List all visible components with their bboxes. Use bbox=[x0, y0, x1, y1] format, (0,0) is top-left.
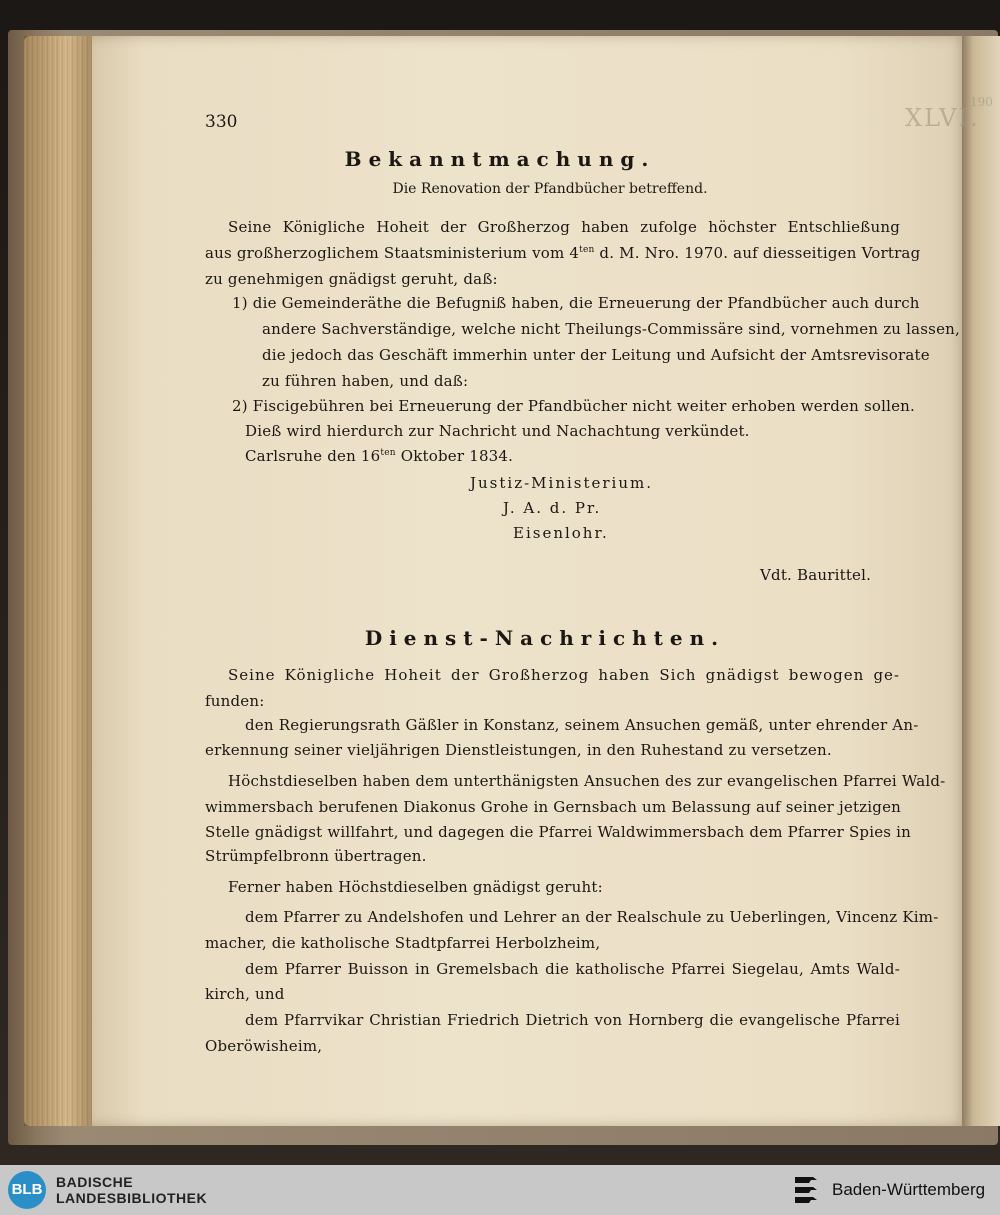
text-line: Ferner haben Höchstdieselben gnädigst geruht: bbox=[228, 878, 603, 896]
list-item-1-cont: andere Sachverständige, welche nicht Theilungs-Commissäre sind, vornehmen zu lassen, bbox=[262, 320, 960, 338]
text-line: funden: bbox=[205, 692, 265, 710]
page-number: 330 bbox=[205, 112, 238, 132]
text-line: Oberöwisheim, bbox=[205, 1037, 323, 1055]
date-line bbox=[245, 447, 513, 465]
section-subtitle: Die Renovation der Pfandbücher betreffend. bbox=[392, 181, 708, 197]
text-line: Seine Königliche Hoheit der Großherzog haben zufolge höchster Entschließung bbox=[228, 218, 900, 236]
page-gutter bbox=[962, 36, 1000, 1126]
date-end: Oktober 1834. bbox=[395, 447, 514, 465]
page-edges bbox=[24, 36, 96, 1126]
list-item-1: 1) die Gemeinderäthe die Befugniß haben, die Erneuerung der Pfandbücher auch durch bbox=[232, 294, 920, 312]
library-name bbox=[56, 1174, 207, 1206]
right-page-margin-number: 190 bbox=[970, 95, 993, 109]
text-line: kirch, und bbox=[205, 985, 285, 1003]
text-line: Strümpfelbronn übertragen. bbox=[205, 847, 427, 865]
text-line-start: aus großherzoglichem Staatsministerium vom 4 bbox=[205, 244, 580, 262]
vidit-line: Vdt. Baurittel. bbox=[760, 566, 872, 584]
library-name-line1: BADISCHE bbox=[56, 1174, 134, 1190]
right-page-header: XLVI. bbox=[905, 104, 980, 132]
footer-bar bbox=[0, 1165, 1000, 1215]
signature-ministry: Justiz-Ministerium. bbox=[470, 474, 654, 492]
text-line: dem Pfarrer Buisson in Gremelsbach die katholische Pfarrei Siegelau, Amts Wald- bbox=[245, 960, 900, 978]
date-start: Carlsruhe den 16 bbox=[245, 447, 381, 465]
text-line: den Regierungsrath Gäßler in Konstanz, seinem Ansuchen gemäß, unter ehrender An- bbox=[245, 716, 919, 734]
baden-wuerttemberg-lions-icon bbox=[792, 1173, 822, 1207]
text-line: zu genehmigen gnädigst geruht, daß: bbox=[205, 270, 498, 288]
superscript: ten bbox=[579, 245, 595, 255]
text-line-end: d. M. Nro. 1970. auf diesseitigen Vortrag bbox=[594, 244, 921, 262]
text-line: Höchstdieselben haben dem unterthänigsten Ansuchen des zur evangelischen Pfarrei Wald- bbox=[228, 772, 946, 790]
text-line: Dieß wird hierdurch zur Nachricht und Nachachtung verkündet. bbox=[245, 422, 750, 440]
section-title-bekanntmachung: Bekanntmachung. bbox=[344, 147, 656, 171]
library-name-line2: LANDESBIBLIOTHEK bbox=[56, 1190, 208, 1206]
section-title-dienst-nachrichten: Dienst-Nachrichten. bbox=[364, 626, 726, 650]
list-item-1-cont: die jedoch das Geschäft immerhin unter der Leitung und Aufsicht der Amtsrevisorate bbox=[262, 346, 930, 364]
text-line: dem Pfarrer zu Andelshofen und Lehrer an der Realschule zu Ueberlingen, Vincenz Kim- bbox=[245, 908, 939, 926]
text-line: macher, die katholische Stadtpfarrei Herbolzheim, bbox=[205, 934, 601, 952]
text-line: dem Pfarrvikar Christian Friedrich Dietrich von Hornberg die evangelische Pfarrei bbox=[245, 1011, 900, 1029]
blb-logo-icon: BLB bbox=[8, 1171, 46, 1209]
text-line: Seine Königliche Hoheit der Großherzog haben Sich gnädigst bewogen ge- bbox=[228, 666, 900, 684]
text-line: wimmersbach berufenen Diakonus Grohe in Gernsbach um Belassung auf seiner jetzigen bbox=[205, 798, 902, 816]
list-item-1-cont: zu führen haben, und daß: bbox=[262, 372, 469, 390]
text-line bbox=[205, 244, 921, 262]
text-line: erkennung seiner vieljährigen Dienstleistungen, in den Ruhestand zu versetzen. bbox=[205, 741, 832, 759]
list-item-2: 2) Fiscigebühren bei Erneuerung der Pfandbücher nicht weiter erhoben werden sollen. bbox=[232, 397, 915, 415]
signature-name: Eisenlohr. bbox=[513, 524, 609, 542]
signature-abbr: J. A. d. Pr. bbox=[503, 499, 602, 517]
date-superscript: ten bbox=[380, 448, 396, 458]
text-line: Stelle gnädigst willfahrt, und dagegen die Pfarrei Waldwimmersbach dem Pfarrer Spies in bbox=[205, 823, 912, 841]
state-name: Baden-Württemberg bbox=[832, 1180, 986, 1199]
